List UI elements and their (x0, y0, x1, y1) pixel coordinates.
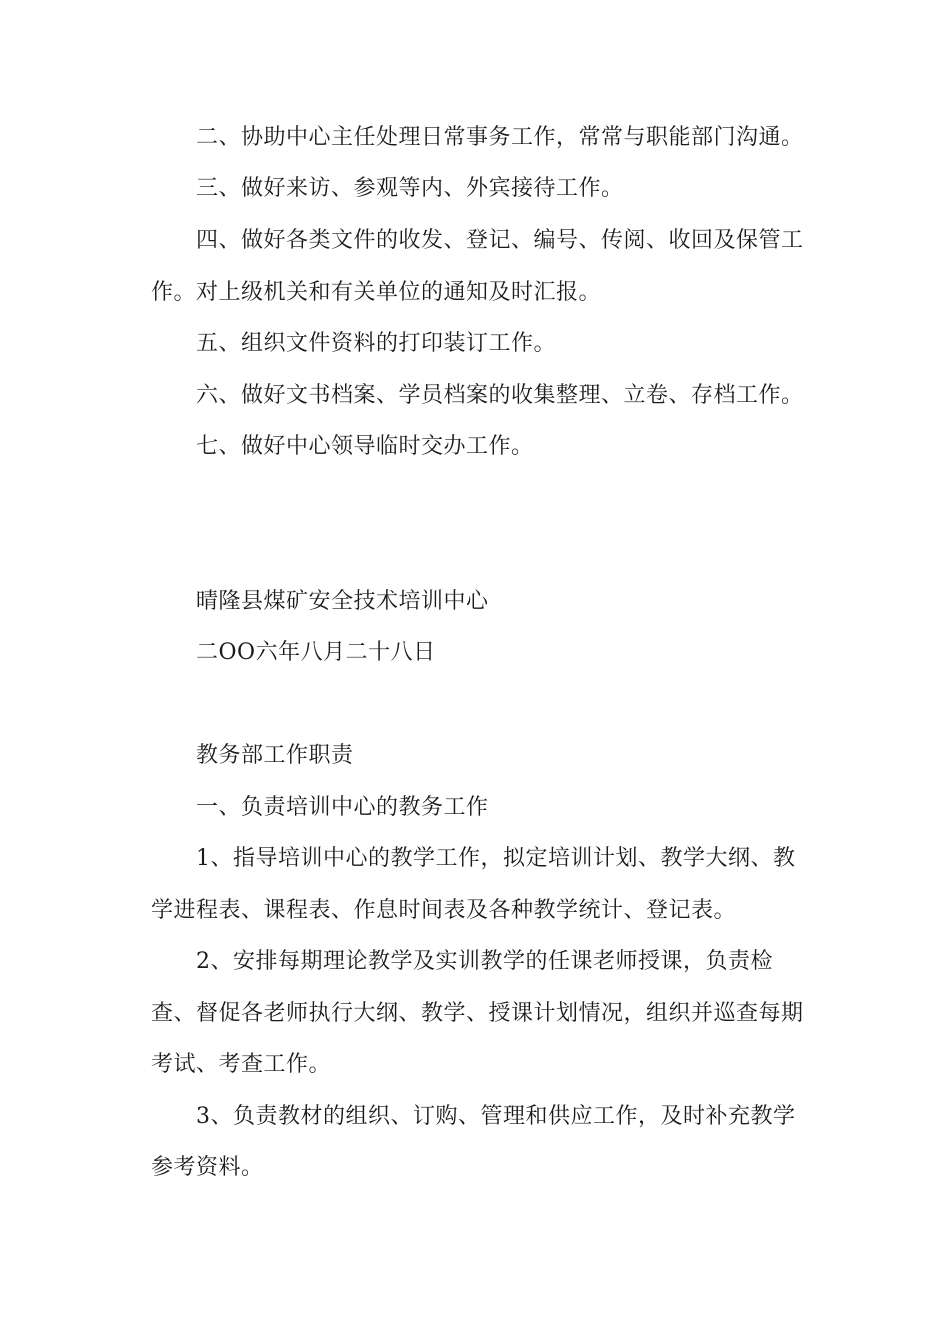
signature-date: 二OO六年八月二十八日 (196, 640, 436, 665)
paragraph-2-line-3: 考试、考查工作。 (151, 1052, 332, 1077)
paragraph-1-line-1: 1、指导培训中心的教学工作，拟定培训计划、教学大纲、教 (196, 846, 796, 871)
duty-item-5: 五、组织文件资料的打印装订工作。 (196, 331, 557, 356)
section-heading-1: 一、负责培训中心的教务工作 (196, 795, 489, 820)
duty-item-2: 二、协助中心主任处理日常事务工作，常常与职能部门沟通。 (196, 125, 804, 150)
paragraph-1-line-2: 学进程表、课程表、作息时间表及各种教学统计、登记表。 (151, 898, 737, 923)
duty-item-6: 六、做好文书档案、学员档案的收集整理、立卷、存档工作。 (196, 383, 804, 408)
duty-item-4-line-1: 四、做好各类文件的收发、登记、编号、传阅、收回及保管工 (196, 228, 804, 253)
duty-item-7: 七、做好中心领导临时交办工作。 (196, 434, 534, 459)
signature-organization: 晴隆县煤矿安全技术培训中心 (196, 589, 489, 614)
section-title: 教务部工作职责 (196, 743, 354, 768)
duty-item-3: 三、做好来访、参观等内、外宾接待工作。 (196, 176, 624, 201)
paragraph-3-line-2: 参考资料。 (151, 1155, 264, 1180)
duty-item-4-line-2: 作。对上级机关和有关单位的通知及时汇报。 (151, 280, 602, 305)
paragraph-3-line-1: 3、负责教材的组织、订购、管理和供应工作，及时补充教学 (196, 1104, 796, 1129)
paragraph-2-line-1: 2、安排每期理论教学及实训教学的任课老师授课，负责检 (196, 949, 773, 974)
paragraph-2-line-2: 查、督促各老师执行大纲、教学、授课计划情况，组织并巡查每期 (151, 1001, 804, 1026)
